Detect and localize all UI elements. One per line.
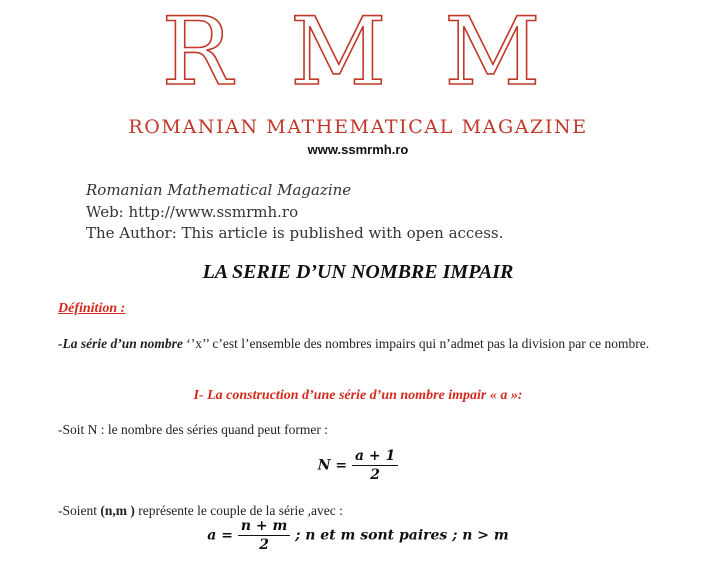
definition-heading: Définition :: [58, 301, 126, 316]
equation-a: [0, 518, 716, 553]
definition-lead: -La série d’un nombre: [58, 336, 183, 351]
rmm-logo: [0, 0, 716, 100]
soient-line: [58, 503, 343, 519]
equation-a-denominator: 2: [259, 537, 269, 553]
equation-a-condition: ; n et m sont paires ; n > m: [295, 527, 509, 544]
rmm-logo-text: R M M: [161, 0, 555, 100]
meta-author: The Author: This article is published with open access.: [86, 224, 504, 242]
equation-n-fraction: [352, 448, 398, 483]
soient-couple: (n,m ): [100, 503, 135, 518]
section-heading: I- La construction d’une série d’un nombre impair « a »:: [193, 388, 523, 403]
equation-n-lhs: N =: [317, 457, 348, 474]
definition-text: ‘’x’’ c’est l’ensemble des nombres impairs qui n’admet pas la division par ce nombre.: [182, 336, 650, 351]
meta-web[interactable]: Web: http://www.ssmrmh.ro: [86, 203, 299, 221]
soient-text: représente le couple de la série ,avec :: [134, 503, 343, 518]
soit-line: -Soit N : le nombre des séries quand peut former :: [58, 422, 328, 437]
definition-paragraph: [58, 333, 668, 354]
equation-n-denominator: 2: [370, 467, 380, 483]
equation-n-numerator: a + 1: [352, 448, 398, 466]
website-url[interactable]: www.ssmrmh.ro: [307, 142, 409, 157]
equation-a-lhs: a =: [207, 527, 233, 544]
equation-n: [0, 448, 716, 483]
soient-prefix: -Soient: [58, 503, 101, 518]
article-title: LA SERIE D’UN NOMBRE IMPAIR: [202, 261, 514, 283]
meta-journal: Romanian Mathematical Magazine: [86, 181, 352, 199]
equation-a-fraction: [238, 518, 290, 553]
equation-a-numerator: n + m: [238, 518, 290, 536]
magazine-name: ROMANIAN MATHEMATICAL MAGAZINE: [128, 116, 588, 138]
